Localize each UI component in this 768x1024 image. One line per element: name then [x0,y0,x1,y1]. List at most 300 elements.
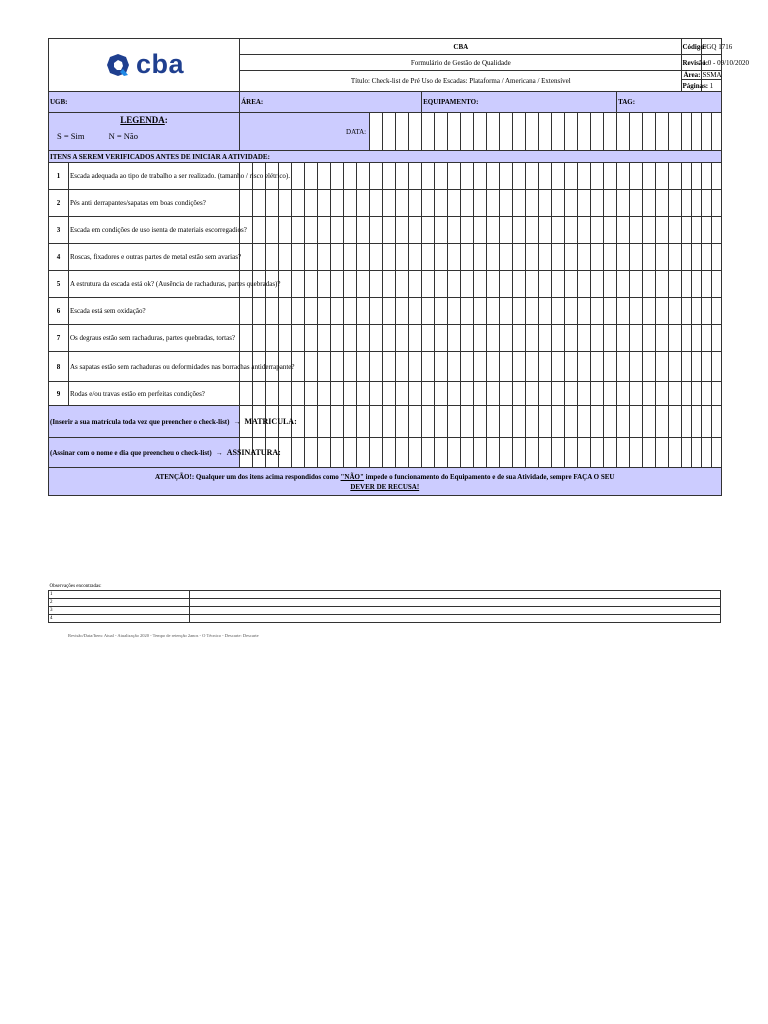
check-cell[interactable] [526,271,539,298]
check-cell[interactable] [591,244,604,271]
check-cell[interactable] [630,244,643,271]
check-cell[interactable] [461,163,474,190]
check-cell[interactable] [435,217,448,244]
matricula-cell[interactable] [578,406,591,438]
check-cell[interactable] [630,163,643,190]
check-cell[interactable] [487,190,500,217]
check-cell[interactable] [266,244,279,271]
check-cell[interactable] [578,244,591,271]
date-cell[interactable] [396,113,409,151]
matricula-cell[interactable] [422,406,435,438]
check-cell[interactable] [474,382,487,406]
check-cell[interactable] [318,298,331,325]
check-cell[interactable] [409,190,422,217]
check-cell[interactable] [643,190,656,217]
check-cell[interactable] [604,352,617,382]
check-cell[interactable] [552,163,565,190]
check-cell[interactable] [500,163,513,190]
check-cell[interactable] [702,190,712,217]
check-cell[interactable] [487,298,500,325]
check-cell[interactable] [448,325,461,352]
check-cell[interactable] [279,382,292,406]
check-cell[interactable] [279,217,292,244]
check-cell[interactable] [513,325,526,352]
check-cell[interactable] [435,298,448,325]
assinatura-cell[interactable] [643,438,656,468]
check-cell[interactable] [422,271,435,298]
date-cell[interactable] [487,113,500,151]
check-cell[interactable] [331,271,344,298]
check-cell[interactable] [500,271,513,298]
check-cell[interactable] [422,217,435,244]
check-cell[interactable] [513,190,526,217]
check-cell[interactable] [474,298,487,325]
check-cell[interactable] [461,190,474,217]
date-cell[interactable] [370,113,383,151]
check-cell[interactable] [487,352,500,382]
check-cell[interactable] [448,298,461,325]
check-cell[interactable] [604,271,617,298]
check-cell[interactable] [692,325,702,352]
check-cell[interactable] [253,298,266,325]
matricula-cell[interactable] [344,406,357,438]
check-cell[interactable] [370,244,383,271]
check-cell[interactable] [292,163,305,190]
check-cell[interactable] [396,382,409,406]
date-cell[interactable] [552,113,565,151]
matricula-cell[interactable] [682,406,692,438]
check-cell[interactable] [712,382,721,406]
check-cell[interactable] [617,325,630,352]
matricula-cell[interactable] [552,406,565,438]
check-cell[interactable] [422,190,435,217]
date-cell[interactable] [643,113,656,151]
check-cell[interactable] [331,352,344,382]
check-cell[interactable] [552,217,565,244]
assinatura-cell[interactable] [526,438,539,468]
matricula-cell[interactable] [500,406,513,438]
check-cell[interactable] [656,298,669,325]
check-cell[interactable] [500,325,513,352]
check-cell[interactable] [513,298,526,325]
check-cell[interactable] [461,352,474,382]
check-cell[interactable] [448,382,461,406]
check-cell[interactable] [526,244,539,271]
check-cell[interactable] [383,352,396,382]
check-cell[interactable] [331,382,344,406]
date-cell[interactable] [565,113,578,151]
assinatura-cell[interactable] [591,438,604,468]
check-cell[interactable] [409,298,422,325]
check-cell[interactable] [702,325,712,352]
check-cell[interactable] [656,382,669,406]
check-cell[interactable] [682,382,692,406]
check-cell[interactable] [318,352,331,382]
assinatura-cell[interactable] [578,438,591,468]
check-cell[interactable] [448,190,461,217]
matricula-cell[interactable] [396,406,409,438]
check-cell[interactable] [656,325,669,352]
check-cell[interactable] [604,217,617,244]
assinatura-cell[interactable] [396,438,409,468]
assinatura-cell[interactable] [305,438,318,468]
check-cell[interactable] [357,190,370,217]
check-cell[interactable] [513,244,526,271]
assinatura-cell[interactable] [383,438,396,468]
check-cell[interactable] [552,352,565,382]
check-cell[interactable] [617,190,630,217]
matricula-cell[interactable] [617,406,630,438]
check-cell[interactable] [474,244,487,271]
check-cell[interactable] [643,271,656,298]
check-cell[interactable] [712,352,721,382]
check-cell[interactable] [702,382,712,406]
check-cell[interactable] [357,298,370,325]
check-cell[interactable] [474,325,487,352]
check-cell[interactable] [461,217,474,244]
check-cell[interactable] [305,271,318,298]
assinatura-cell[interactable] [552,438,565,468]
tag-field[interactable]: TAG: [617,92,721,113]
check-cell[interactable] [513,352,526,382]
check-cell[interactable] [396,325,409,352]
check-cell[interactable] [500,244,513,271]
check-cell[interactable] [643,298,656,325]
check-cell[interactable] [578,163,591,190]
check-cell[interactable] [669,382,682,406]
check-cell[interactable] [331,217,344,244]
check-cell[interactable] [692,382,702,406]
check-cell[interactable] [474,163,487,190]
date-cell[interactable] [409,113,422,151]
check-cell[interactable] [487,244,500,271]
date-cell[interactable] [604,113,617,151]
check-cell[interactable] [513,217,526,244]
check-cell[interactable] [682,244,692,271]
check-cell[interactable] [682,325,692,352]
check-cell[interactable] [604,298,617,325]
check-cell[interactable] [344,244,357,271]
check-cell[interactable] [656,190,669,217]
check-cell[interactable] [692,352,702,382]
check-cell[interactable] [344,298,357,325]
check-cell[interactable] [357,244,370,271]
check-cell[interactable] [357,217,370,244]
check-cell[interactable] [435,271,448,298]
assinatura-cell[interactable] [712,438,721,468]
check-cell[interactable] [669,352,682,382]
check-cell[interactable] [669,244,682,271]
check-cell[interactable] [240,382,253,406]
check-cell[interactable] [617,244,630,271]
assinatura-cell[interactable] [656,438,669,468]
check-cell[interactable] [565,382,578,406]
date-cell[interactable] [422,113,435,151]
check-cell[interactable] [669,217,682,244]
check-cell[interactable] [712,298,721,325]
check-cell[interactable] [591,325,604,352]
check-cell[interactable] [669,325,682,352]
check-cell[interactable] [409,271,422,298]
check-cell[interactable] [409,244,422,271]
check-cell[interactable] [344,190,357,217]
check-cell[interactable] [461,271,474,298]
check-cell[interactable] [370,190,383,217]
check-cell[interactable] [396,271,409,298]
check-cell[interactable] [266,217,279,244]
check-cell[interactable] [305,325,318,352]
check-cell[interactable] [712,190,721,217]
check-cell[interactable] [643,244,656,271]
matricula-cell[interactable] [702,406,712,438]
check-cell[interactable] [474,190,487,217]
check-cell[interactable] [435,382,448,406]
check-cell[interactable] [370,271,383,298]
check-cell[interactable] [318,244,331,271]
check-cell[interactable] [344,382,357,406]
check-cell[interactable] [617,298,630,325]
check-cell[interactable] [643,163,656,190]
check-cell[interactable] [435,190,448,217]
check-cell[interactable] [305,244,318,271]
assinatura-cell[interactable] [435,438,448,468]
check-cell[interactable] [292,325,305,352]
observation-text[interactable] [190,615,721,623]
check-cell[interactable] [565,244,578,271]
check-cell[interactable] [253,190,266,217]
date-cell[interactable] [669,113,682,151]
check-cell[interactable] [604,244,617,271]
check-cell[interactable] [539,190,552,217]
check-cell[interactable] [578,298,591,325]
check-cell[interactable] [604,325,617,352]
check-cell[interactable] [370,325,383,352]
check-cell[interactable] [669,190,682,217]
check-cell[interactable] [712,325,721,352]
check-cell[interactable] [383,325,396,352]
assinatura-cell[interactable] [318,438,331,468]
check-cell[interactable] [409,325,422,352]
assinatura-cell[interactable] [344,438,357,468]
check-cell[interactable] [422,298,435,325]
check-cell[interactable] [461,298,474,325]
date-cell[interactable] [461,113,474,151]
observation-text[interactable] [190,607,721,615]
check-cell[interactable] [305,190,318,217]
check-cell[interactable] [292,244,305,271]
check-cell[interactable] [396,298,409,325]
check-cell[interactable] [305,298,318,325]
check-cell[interactable] [370,298,383,325]
assinatura-cell[interactable] [539,438,552,468]
assinatura-cell[interactable] [357,438,370,468]
check-cell[interactable] [331,298,344,325]
assinatura-cell[interactable] [422,438,435,468]
check-cell[interactable] [318,325,331,352]
check-cell[interactable] [552,325,565,352]
check-cell[interactable] [552,298,565,325]
check-cell[interactable] [279,271,292,298]
check-cell[interactable] [461,325,474,352]
check-cell[interactable] [552,190,565,217]
matricula-cell[interactable] [461,406,474,438]
check-cell[interactable] [591,382,604,406]
date-cell[interactable] [692,113,702,151]
check-cell[interactable] [692,163,702,190]
matricula-cell[interactable] [712,406,721,438]
check-cell[interactable] [702,298,712,325]
check-cell[interactable] [318,271,331,298]
check-cell[interactable] [591,352,604,382]
check-cell[interactable] [630,325,643,352]
matricula-cell[interactable] [669,406,682,438]
check-cell[interactable] [383,382,396,406]
check-cell[interactable] [712,271,721,298]
check-cell[interactable] [643,382,656,406]
check-cell[interactable] [266,298,279,325]
check-cell[interactable] [435,352,448,382]
date-cell[interactable] [617,113,630,151]
check-cell[interactable] [448,217,461,244]
check-cell[interactable] [526,325,539,352]
check-cell[interactable] [305,217,318,244]
check-cell[interactable] [253,244,266,271]
matricula-cell[interactable] [565,406,578,438]
check-cell[interactable] [500,298,513,325]
assinatura-cell[interactable] [409,438,422,468]
check-cell[interactable] [682,163,692,190]
matricula-cell[interactable] [331,406,344,438]
check-cell[interactable] [240,298,253,325]
check-cell[interactable] [591,190,604,217]
matricula-cell[interactable] [539,406,552,438]
check-cell[interactable] [526,163,539,190]
check-cell[interactable] [526,382,539,406]
check-cell[interactable] [565,298,578,325]
check-cell[interactable] [565,190,578,217]
matricula-cell[interactable] [474,406,487,438]
date-cell[interactable] [500,113,513,151]
check-cell[interactable] [500,217,513,244]
check-cell[interactable] [552,271,565,298]
check-cell[interactable] [370,163,383,190]
check-cell[interactable] [357,163,370,190]
matricula-cell[interactable] [513,406,526,438]
assinatura-cell[interactable] [448,438,461,468]
check-cell[interactable] [692,244,702,271]
check-cell[interactable] [331,244,344,271]
check-cell[interactable] [656,352,669,382]
check-cell[interactable] [682,352,692,382]
check-cell[interactable] [643,352,656,382]
check-cell[interactable] [526,190,539,217]
check-cell[interactable] [487,271,500,298]
matricula-cell[interactable] [409,406,422,438]
check-cell[interactable] [539,163,552,190]
check-cell[interactable] [630,298,643,325]
check-cell[interactable] [513,382,526,406]
check-cell[interactable] [692,190,702,217]
check-cell[interactable] [617,352,630,382]
check-cell[interactable] [266,190,279,217]
check-cell[interactable] [565,163,578,190]
check-cell[interactable] [552,382,565,406]
assinatura-cell[interactable] [513,438,526,468]
check-cell[interactable] [578,382,591,406]
check-cell[interactable] [591,217,604,244]
date-cell[interactable] [539,113,552,151]
check-cell[interactable] [539,298,552,325]
check-cell[interactable] [500,382,513,406]
check-cell[interactable] [422,382,435,406]
assinatura-cell[interactable] [617,438,630,468]
check-cell[interactable] [656,163,669,190]
check-cell[interactable] [266,325,279,352]
check-cell[interactable] [617,217,630,244]
check-cell[interactable] [331,190,344,217]
check-cell[interactable] [539,325,552,352]
date-cell[interactable] [526,113,539,151]
matricula-cell[interactable] [435,406,448,438]
check-cell[interactable] [702,352,712,382]
check-cell[interactable] [565,271,578,298]
check-cell[interactable] [578,352,591,382]
check-cell[interactable] [630,271,643,298]
check-cell[interactable] [409,382,422,406]
check-cell[interactable] [565,325,578,352]
check-cell[interactable] [331,325,344,352]
assinatura-cell[interactable] [370,438,383,468]
check-cell[interactable] [552,244,565,271]
assinatura-cell[interactable] [474,438,487,468]
check-cell[interactable] [692,271,702,298]
check-cell[interactable] [253,325,266,352]
check-cell[interactable] [409,352,422,382]
check-cell[interactable] [331,163,344,190]
check-cell[interactable] [712,163,721,190]
check-cell[interactable] [305,382,318,406]
matricula-cell[interactable] [656,406,669,438]
assinatura-cell[interactable] [682,438,692,468]
matricula-cell[interactable] [448,406,461,438]
check-cell[interactable] [591,298,604,325]
check-cell[interactable] [617,271,630,298]
check-cell[interactable] [292,190,305,217]
observation-text[interactable] [190,599,721,607]
assinatura-cell[interactable] [630,438,643,468]
check-cell[interactable] [396,217,409,244]
check-cell[interactable] [539,244,552,271]
check-cell[interactable] [487,163,500,190]
matricula-cell[interactable] [383,406,396,438]
check-cell[interactable] [474,352,487,382]
check-cell[interactable] [318,190,331,217]
assinatura-cell[interactable] [500,438,513,468]
matricula-cell[interactable] [604,406,617,438]
check-cell[interactable] [669,298,682,325]
check-cell[interactable] [357,271,370,298]
date-cell[interactable] [712,113,721,151]
check-cell[interactable] [253,382,266,406]
check-cell[interactable] [266,382,279,406]
check-cell[interactable] [539,271,552,298]
check-cell[interactable] [305,163,318,190]
matricula-cell[interactable] [591,406,604,438]
check-cell[interactable] [383,190,396,217]
check-cell[interactable] [370,352,383,382]
check-cell[interactable] [630,190,643,217]
check-cell[interactable] [292,271,305,298]
